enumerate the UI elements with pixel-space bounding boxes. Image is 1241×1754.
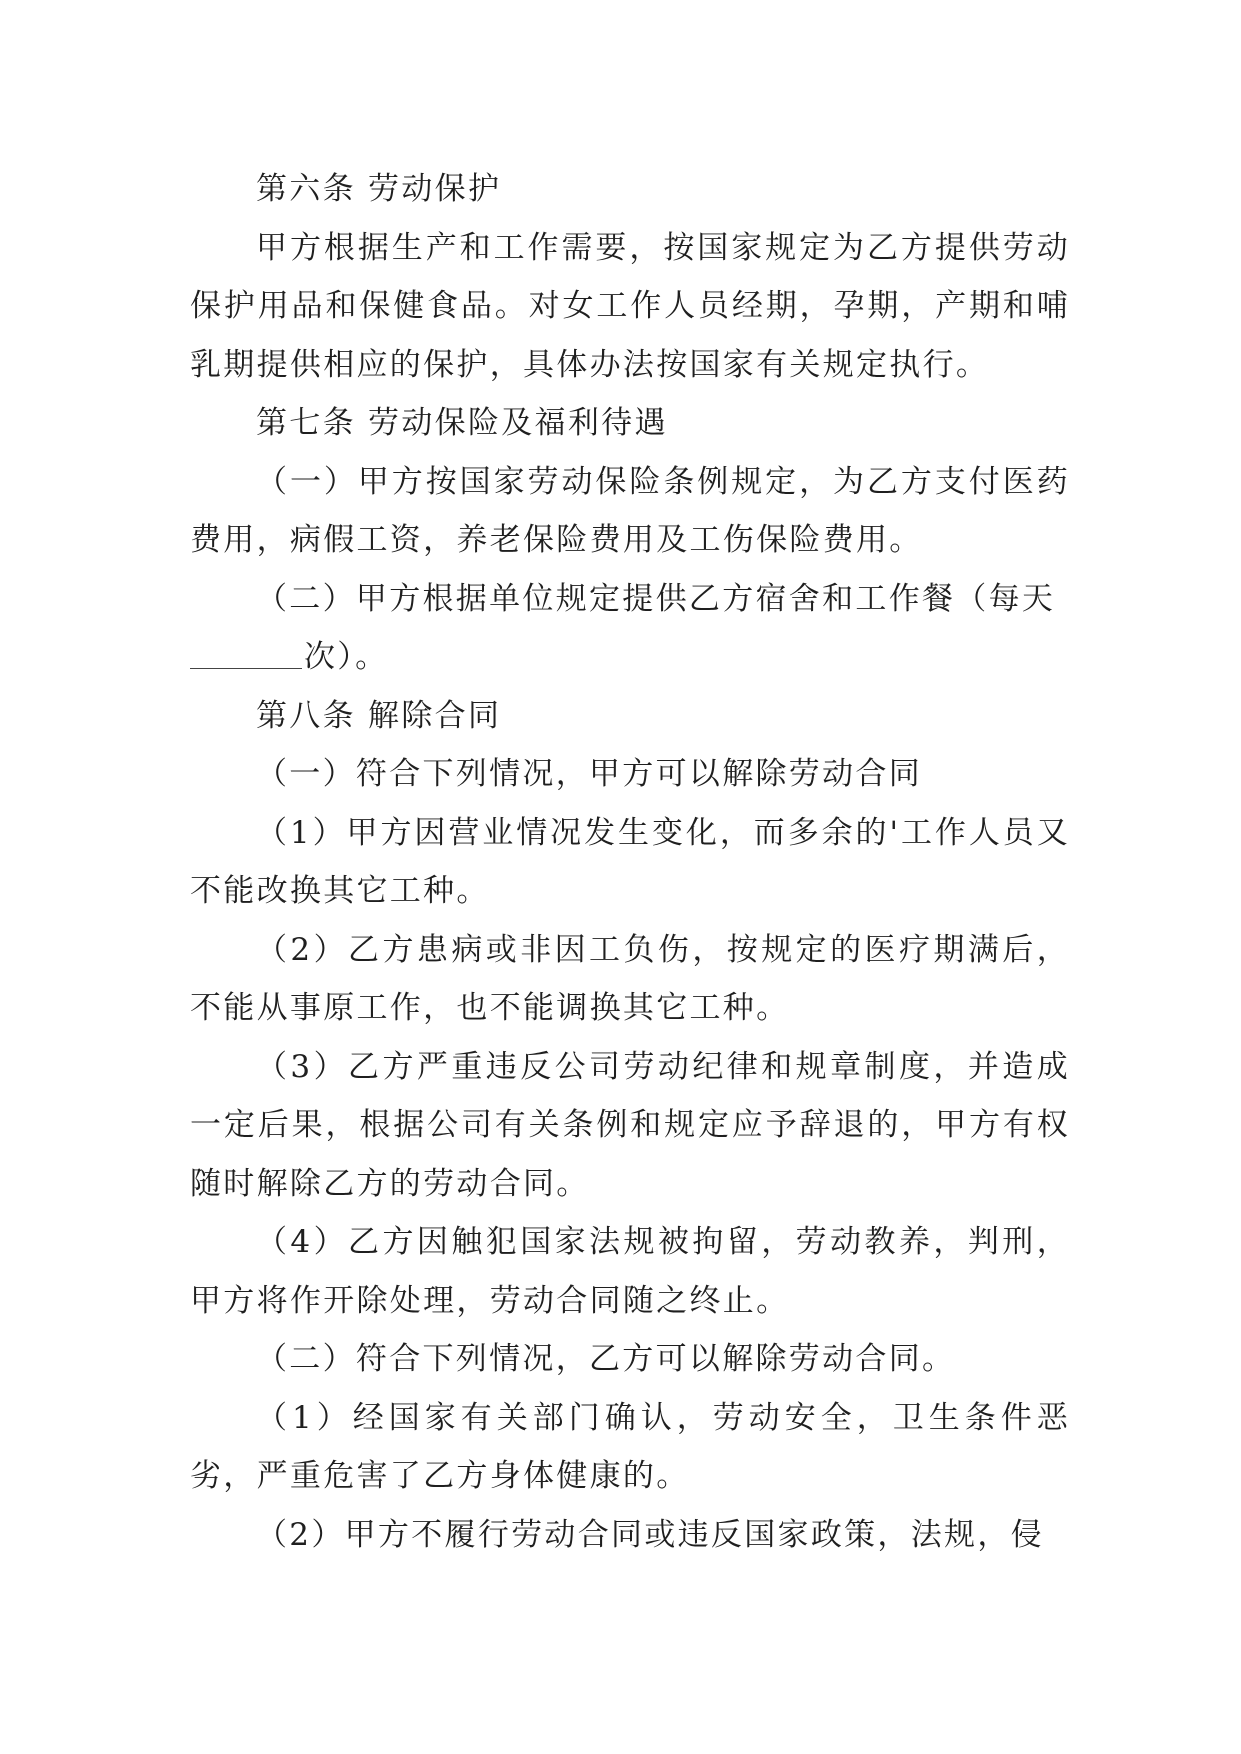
article-8-heading: 第八条 解除合同 [256, 697, 502, 734]
article-7-item-1: （一）甲方按国家劳动保险条例规定，为乙方支付医药费用，病假工资，养老保险费用及工伤保险费用。 [190, 463, 1070, 558]
article-8-section-1: （一）符合下列情况，甲方可以解除劳动合同 [256, 756, 922, 792]
article-8-section-2: （二）符合下列情况，乙方可以解除劳动合同。 [256, 1341, 956, 1377]
article-8-section-1-item-3: （3）乙方严重违反公司劳动纪律和规章制度，并造成一定后果，根据公司有关条例和规定应予辞退的，甲方有权随时解除乙方的劳动合同。 [190, 1048, 1070, 1202]
article-6-heading: 第六条 劳动保护 [256, 171, 502, 207]
article-7-heading: 第七条 劳动保险及福利待遇 [256, 405, 668, 441]
article-6-body: 甲方根据生产和工作需要，按国家规定为乙方提供劳动保护用品和保健食品。对女工作人员经期，孕期，产期和哺乳期提供相应的保护，具体办法按国家有关规定执行。 [190, 229, 1070, 383]
article-8-section-1-item-4: （4）乙方因触犯国家法规被拘留，劳动教养，判刑，甲方将作开除处理，劳动合同随之终止。 [190, 1224, 1070, 1319]
article-8-section-1-item-1: （1）甲方因营业情况发生变化，而多余的'工作人员又不能改换其它工种。 [190, 814, 1070, 909]
article-8-section-2-item-1: （1）经国家有关部门确认，劳动安全，卫生条件恶劣，严重危害了乙方身体健康的。 [190, 1399, 1070, 1494]
article-7-item-2 [190, 570, 1070, 687]
article-8-section-2-item-2: （2）甲方不履行劳动合同或违反国家政策，法规，侵 [256, 1516, 1044, 1553]
fill-in-blank [190, 667, 302, 669]
article-7-item-2-tail: 次）。 [304, 639, 389, 675]
article-7-item-2-text: （二）甲方根据单位规定提供乙方宿舍和工作餐（每天 [256, 580, 1056, 617]
document-body [190, 160, 1070, 1564]
article-8-section-1-item-2: （2）乙方患病或非因工负伤，按规定的医疗期满后，不能从事原工作，也不能调换其它工种。 [190, 931, 1070, 1026]
